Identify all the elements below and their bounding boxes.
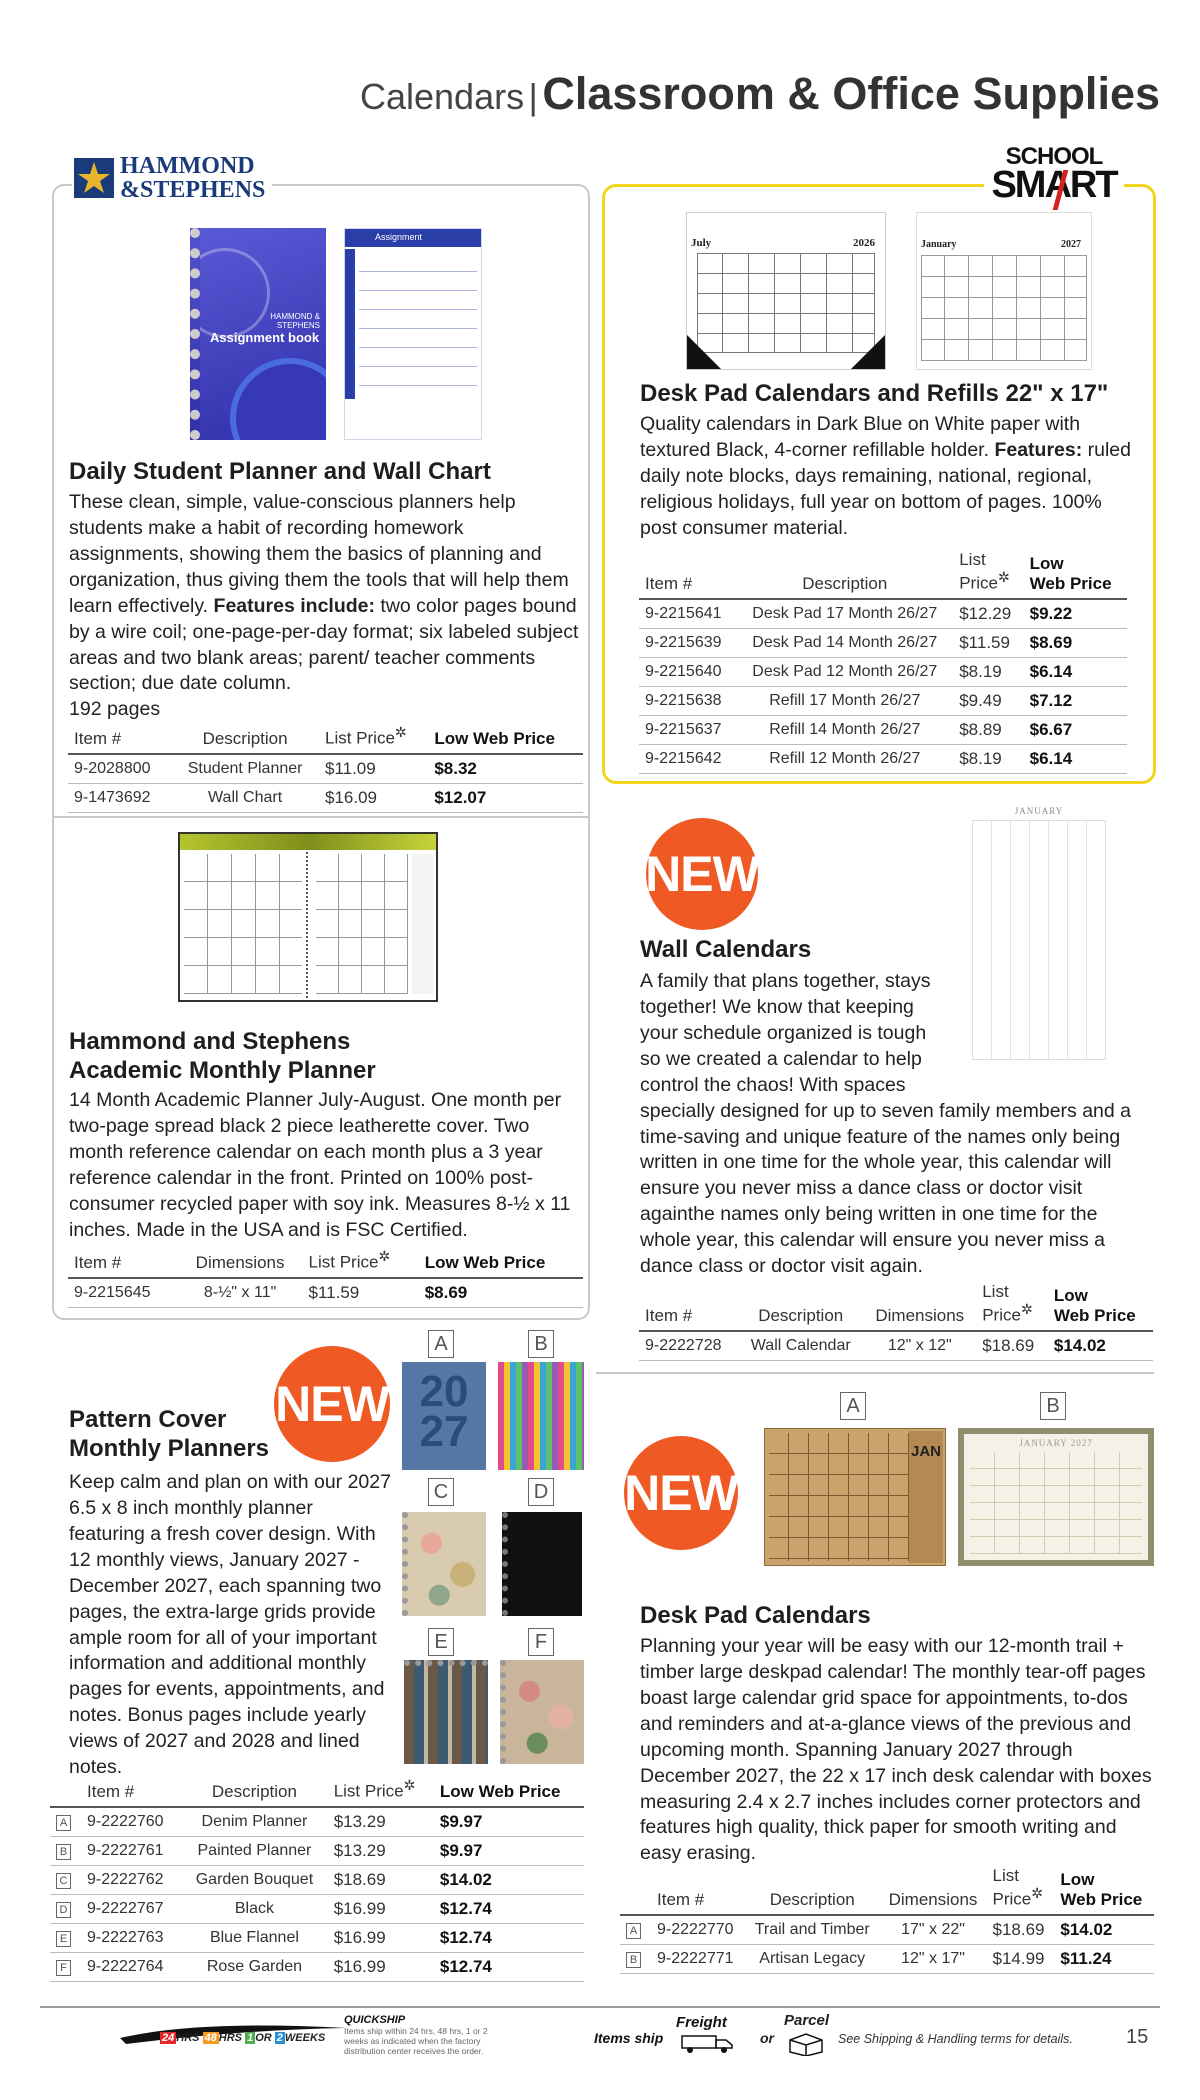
- item-number: 9-2215639: [639, 629, 736, 658]
- student-planner-table: [68, 723, 583, 813]
- parcel-box-icon: [786, 2032, 826, 2056]
- letter-a-label: A: [840, 1392, 866, 1420]
- item-dimensions: 12" x 12": [863, 1331, 976, 1361]
- footer-divider: [40, 2006, 1160, 2008]
- list-price: $18.69: [976, 1331, 1048, 1361]
- list-price: $11.59: [953, 629, 1023, 658]
- row-letter: [620, 1915, 651, 1945]
- item-number: 9-2222728: [639, 1331, 738, 1361]
- col-web-price: Low Web Price: [434, 1776, 584, 1807]
- school-smart-line2: SMART: [991, 163, 1117, 206]
- academic-planner-image: [178, 832, 438, 1002]
- col-item: Item #: [639, 1280, 738, 1331]
- table-row: [639, 599, 1127, 629]
- item-description: Refill 17 Month 26/27: [736, 687, 953, 716]
- col-list-price: List Price✲: [328, 1776, 434, 1807]
- col-description: Description: [736, 548, 953, 599]
- truck-icon: [680, 2034, 736, 2054]
- row-letter: [50, 1837, 81, 1866]
- letter-a-label: A: [428, 1330, 454, 1358]
- new-badge: NEW: [646, 818, 758, 930]
- list-price: $8.19: [953, 745, 1023, 774]
- col-item: Item #: [639, 548, 736, 599]
- table-row: [639, 716, 1127, 745]
- row-letter-box: D: [56, 1902, 71, 1918]
- list-price: $9.49: [953, 687, 1023, 716]
- list-price: $11.59: [303, 1278, 419, 1308]
- hammond-brand-line2: &STEPHENS: [120, 177, 266, 203]
- item-number: 9-2222760: [81, 1807, 181, 1837]
- cover-title-text: Assignment book: [210, 330, 320, 345]
- table-row: [50, 1924, 584, 1953]
- table-row: [639, 658, 1127, 687]
- desk-pad-refills-table: [639, 548, 1127, 774]
- pattern-planners-table: [50, 1776, 584, 1982]
- col-item: Item #: [68, 723, 171, 754]
- table-row: [50, 1807, 584, 1837]
- school-smart-logo: [984, 143, 1124, 210]
- row-letter: [50, 1924, 81, 1953]
- list-price: $16.99: [328, 1953, 434, 1982]
- student-planner-title: Daily Student Planner and Wall Chart: [69, 458, 491, 485]
- assignment-page-image: [344, 228, 482, 440]
- letter-e-label: E: [428, 1628, 454, 1656]
- web-price: $12.74: [434, 1953, 584, 1982]
- item-number: 9-2215642: [639, 745, 736, 774]
- col-dimensions: Dimensions: [178, 1247, 303, 1278]
- item-description: Denim Planner: [181, 1807, 328, 1837]
- item-description: Desk Pad 12 Month 26/27: [736, 658, 953, 687]
- col-list-price: List Price✲: [987, 1864, 1055, 1915]
- list-price: $11.09: [319, 754, 428, 784]
- list-price: $13.29: [328, 1837, 434, 1866]
- col-dimensions: Dimensions: [880, 1864, 987, 1915]
- list-price: $12.29: [953, 599, 1023, 629]
- cover-brand-text: HAMMOND & STEPHENS: [270, 312, 320, 330]
- wall-calendars-description: A family that plans together, stays together! We know that keeping your schedule organized is tough so we created a calendar to help control the chaos! With spaces specially designed for up to seven family members and a time-saving and unique feature of the names only being written in one time for the whole year, this calendar will ensure you never miss a dance class or doctor visit againthe names only being written in one time for the whole year, this calendar will ensure you never miss a dance class or doctor visit again.: [640, 970, 1132, 1278]
- list-price: $8.19: [953, 658, 1023, 687]
- web-price: $9.22: [1024, 599, 1127, 629]
- or-label: or: [760, 2030, 774, 2046]
- panel-divider: [52, 816, 590, 818]
- letter-c-label: C: [428, 1478, 454, 1506]
- page-header-bar: Assignment: [345, 229, 481, 247]
- table-row: [639, 1331, 1153, 1361]
- item-dimensions: 8-½" x 11": [178, 1278, 303, 1308]
- table-row: [639, 745, 1127, 774]
- star-icon: [72, 156, 116, 200]
- item-description: Painted Planner: [181, 1837, 328, 1866]
- header-separator: |: [528, 76, 538, 117]
- table-row: [50, 1837, 584, 1866]
- list-price: $18.69: [328, 1866, 434, 1895]
- row-letter-box: A: [56, 1815, 71, 1831]
- letter-f-label: F: [528, 1628, 554, 1656]
- item-dimensions: 12" x 17": [880, 1945, 987, 1974]
- web-price: $12.74: [434, 1895, 584, 1924]
- item-number: 9-2222764: [81, 1953, 181, 1982]
- school-smart-line1: SCHOOL: [1005, 143, 1103, 170]
- row-letter-box: A: [626, 1923, 641, 1939]
- col-list-price: List Price✲: [303, 1247, 419, 1278]
- hammond-brand-line1: HAMMOND: [120, 153, 255, 179]
- new-badge: NEW: [624, 1436, 738, 1550]
- table-row: [639, 687, 1127, 716]
- table-row: [50, 1953, 584, 1982]
- col-list-price: List Price✲: [976, 1280, 1048, 1331]
- item-description: Refill 14 Month 26/27: [736, 716, 953, 745]
- desk-pad-calendars-description: Planning your year will be easy with our 12-month trail + timber large deskpad calendar! The monthly tear-off pages boast large calendar grid space for appointments, to-dos and reminders and at-a-glance views of the previous and upcoming month. Spanning January 2027 through December 2027, the 22 x 17 inch desk calendar with boxes measuring 2.4 x 2.7 inches includes corner protectors and features high quality, thick paper for smooth writing and easy erasing.: [640, 1635, 1152, 1865]
- web-price: $9.97: [434, 1837, 584, 1866]
- page-header: [0, 68, 1160, 120]
- web-price: $14.02: [1054, 1915, 1154, 1945]
- table-row: [68, 754, 583, 784]
- student-planner-description: These clean, simple, value-conscious planners help students make a habit of recording homework assignments, showing them the basics of planning and organization, thus giving them the tools that will help them learn effectively. Features include: two color pages bound by a wire coil; one-page-per-day format; six labeled subject areas and two blank areas; parent/ teacher comments section; due date column. 192 pages: [69, 491, 579, 721]
- academic-planner-title: Hammond and Stephens Academic Monthly Planner: [69, 1028, 376, 1084]
- freight-label: Freight: [676, 2014, 727, 2031]
- col-web-price: Low Web Price: [1054, 1864, 1154, 1915]
- item-description: Student Planner: [171, 754, 319, 784]
- letter-b-label: B: [528, 1330, 554, 1358]
- item-description: Blue Flannel: [181, 1924, 328, 1953]
- table-row: [639, 629, 1127, 658]
- item-number: 9-2215645: [68, 1278, 178, 1308]
- page-number: 15: [1126, 2026, 1149, 2048]
- artisan-legacy-image: [958, 1428, 1154, 1566]
- col-description: Description: [181, 1776, 328, 1807]
- list-price: $8.89: [953, 716, 1023, 745]
- items-ship-label: Items ship: [594, 2030, 664, 2046]
- trail-calendar-month: JAN: [910, 1443, 941, 1460]
- web-price: $12.07: [428, 784, 583, 813]
- row-letter: [50, 1866, 81, 1895]
- web-price: $9.97: [434, 1807, 584, 1837]
- col-web-price: Low Web Price: [1048, 1280, 1153, 1331]
- list-price: $16.99: [328, 1924, 434, 1953]
- wall-calendars-table: [639, 1280, 1153, 1361]
- item-description: Black: [181, 1895, 328, 1924]
- row-letter-box: B: [626, 1952, 641, 1968]
- pattern-planners-title: Pattern Cover Monthly Planners: [69, 1406, 270, 1462]
- new-badge: NEW: [274, 1346, 390, 1462]
- web-price: $8.32: [428, 754, 583, 784]
- item-dimensions: 17" x 22": [880, 1915, 987, 1945]
- item-number: 9-2215638: [639, 687, 736, 716]
- trail-and-timber-image: [764, 1428, 946, 1566]
- item-number: 9-2222771: [651, 1945, 745, 1974]
- item-description: Wall Chart: [171, 784, 319, 813]
- row-letter: [620, 1945, 651, 1974]
- item-number: 9-2222761: [81, 1837, 181, 1866]
- list-price: $18.69: [987, 1915, 1055, 1945]
- item-number: 9-2222762: [81, 1866, 181, 1895]
- rose-garden-image: [500, 1660, 584, 1764]
- item-number: 9-2215637: [639, 716, 736, 745]
- table-row: [620, 1945, 1154, 1974]
- section-divider: [596, 1372, 1154, 1374]
- desk-pad-refills-title: Desk Pad Calendars and Refills 22" x 17": [640, 380, 1109, 407]
- web-price: $6.14: [1024, 745, 1127, 774]
- shipping-terms-note: See Shipping & Handling terms for details.: [838, 2032, 1073, 2046]
- col-list-price: List Price✲: [319, 723, 428, 754]
- desk-pad-calendars-table: [620, 1864, 1154, 1974]
- web-price: $14.02: [434, 1866, 584, 1895]
- item-number: 9-1473692: [68, 784, 171, 813]
- web-price: $12.74: [434, 1924, 584, 1953]
- quickship-logo: 24 HRS 48 HRS 1 OR 2 WEEKS: [118, 2014, 348, 2058]
- desk-pad-calendars-title: Desk Pad Calendars: [640, 1602, 871, 1629]
- header-category: Calendars: [359, 76, 525, 117]
- wall-calendar-month: JANUARY: [1014, 806, 1064, 816]
- table-row: [50, 1895, 584, 1924]
- assignment-book-image: [190, 228, 326, 440]
- col-letter: [50, 1776, 81, 1807]
- col-web-price: Low Web Price: [419, 1247, 583, 1278]
- table-row: [68, 1278, 583, 1308]
- item-number: 9-2215640: [639, 658, 736, 687]
- page-title: Classroom & Office Supplies: [542, 68, 1160, 119]
- col-dimensions: Dimensions: [863, 1280, 976, 1331]
- item-description: Artisan Legacy: [745, 1945, 880, 1974]
- wall-calendars-title: Wall Calendars: [640, 936, 812, 963]
- col-description: Description: [738, 1280, 863, 1331]
- row-letter: [50, 1807, 81, 1837]
- item-number: 9-2222767: [81, 1895, 181, 1924]
- table-row: [68, 784, 583, 813]
- col-description: Description: [171, 723, 319, 754]
- item-description: Desk Pad 17 Month 26/27: [736, 599, 953, 629]
- row-letter: [50, 1895, 81, 1924]
- row-letter-box: F: [56, 1960, 71, 1976]
- item-number: 9-2215641: [639, 599, 736, 629]
- hammond-stephens-logo: [72, 150, 272, 206]
- letter-d-label: D: [528, 1478, 554, 1506]
- col-item: Item #: [651, 1864, 745, 1915]
- artisan-calendar-month: JANUARY 2027: [1019, 1438, 1093, 1448]
- pattern-planners-description: Keep calm and plan on with our 2027 6.5 x 8 inch monthly planner featuring a fresh cover design. With 12 monthly views, January 2027 - December 2027, each spanning two pages, the extra-large grids provide ample room for all of your important information and additional monthly pages for events, appointments, and notes. Bonus pages include yearly views of 2027 and 2028 and lined notes.: [69, 1471, 391, 1779]
- table-row: [50, 1866, 584, 1895]
- item-number: 9-2222763: [81, 1924, 181, 1953]
- item-description: Desk Pad 14 Month 26/27: [736, 629, 953, 658]
- col-web-price: Low Web Price: [428, 723, 583, 754]
- list-price: $16.99: [328, 1895, 434, 1924]
- quickship-detail: Items ship within 24 hrs, 48 hrs, 1 or 2 weeks as indicated when the factory distribution center receives the order.: [344, 2026, 488, 2057]
- list-price: $16.09: [319, 784, 428, 813]
- item-description: Trail and Timber: [745, 1915, 880, 1945]
- web-price: $11.24: [1054, 1945, 1154, 1974]
- row-letter: [50, 1953, 81, 1982]
- academic-planner-table: [68, 1247, 583, 1308]
- row-letter-box: E: [56, 1931, 71, 1947]
- col-item: Item #: [68, 1247, 178, 1278]
- web-price: $6.14: [1024, 658, 1127, 687]
- web-price: $8.69: [1024, 629, 1127, 658]
- desk-pad-black-image: July 2026: [686, 212, 886, 370]
- web-price: $6.67: [1024, 716, 1127, 745]
- row-letter-box: C: [56, 1873, 71, 1889]
- garden-bouquet-image: [402, 1512, 486, 1616]
- web-price: $8.69: [419, 1278, 583, 1308]
- academic-planner-description: 14 Month Academic Planner July-August. One month per two-page spread black 2 piece leatherette cover. Two month reference calendar on each month plus a 3 year reference calendar in the front. Printed on 100% post-consumer recycled paper with soy ink. Measures 8-½ x 11 inches. Made in the USA and is FSC Certified.: [69, 1089, 571, 1241]
- item-description: Wall Calendar: [738, 1331, 863, 1361]
- col-letter: [620, 1864, 651, 1915]
- desk-pad-refills-description: Quality calendars in Dark Blue on White paper with textured Black, 4-corner refillable holder. Features: ruled daily note blocks, days remaining, national, regional, religious holidays, full year on bottom of pages. 100% post consumer material.: [640, 413, 1131, 539]
- black-planner-image: [502, 1512, 582, 1616]
- letter-b-label: B: [1040, 1392, 1066, 1420]
- parcel-label: Parcel: [784, 2012, 830, 2029]
- table-row: [620, 1915, 1154, 1945]
- web-price: $14.02: [1048, 1331, 1153, 1361]
- blue-flannel-image: [404, 1660, 488, 1764]
- list-price: $13.29: [328, 1807, 434, 1837]
- item-description: Rose Garden: [181, 1953, 328, 1982]
- web-price: $7.12: [1024, 687, 1127, 716]
- painted-planner-image: [498, 1362, 584, 1470]
- desk-pad-refill-image: January 2027: [916, 212, 1092, 370]
- item-description: Refill 12 Month 26/27: [736, 745, 953, 774]
- quickship-label: QUICKSHIP: [344, 2014, 406, 2026]
- denim-planner-image: 20 27: [402, 1362, 486, 1470]
- item-description: Garden Bouquet: [181, 1866, 328, 1895]
- col-list-price: List Price✲: [953, 548, 1023, 599]
- row-letter-box: B: [56, 1844, 71, 1860]
- item-number: 9-2222770: [651, 1915, 745, 1945]
- col-item: Item #: [81, 1776, 181, 1807]
- col-description: Description: [745, 1864, 880, 1915]
- col-web-price: Low Web Price: [1024, 548, 1127, 599]
- list-price: $14.99: [987, 1945, 1055, 1974]
- item-number: 9-2028800: [68, 754, 171, 784]
